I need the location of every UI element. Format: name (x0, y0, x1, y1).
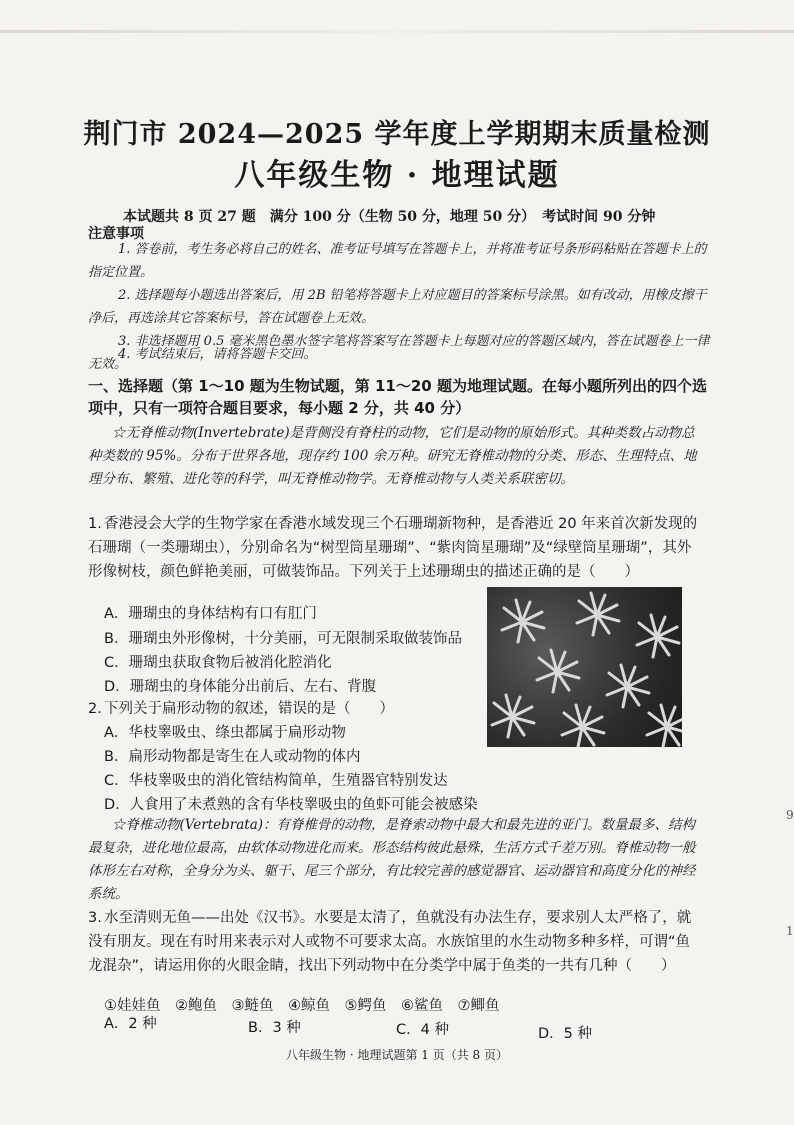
question-number: 1. (88, 516, 102, 532)
note-item: 1. 答卷前，考生务必将自己的姓名、准考证号填写在答题卡上，并将准考证号条形码粘贴在答题卡上的指定位置。 (88, 242, 707, 280)
option-a: A．华枝睾吸虫、绦虫都属于扁形动物 (104, 725, 346, 741)
note-item: 4. 考试结束后，请将答题卡交回。 (118, 347, 317, 362)
question-stem: 下列关于扁形动物的叙述，错误的是（ ） (104, 701, 394, 717)
option-c: C．华枝睾吸虫的消化管结构简单，生殖器官特别发达 (104, 773, 448, 789)
exam-subtitle: 八年级生物 · 地理试题 (234, 158, 560, 193)
option-b: B．3 种 (248, 1020, 301, 1036)
option-a: A．2 种 (104, 1016, 157, 1032)
option-b: B．扁形动物都是寄生在人或动物的体内 (104, 749, 361, 765)
question-stem: 水至清则无鱼——出处《汉书》。水要是太清了，鱼就没有办法生存，要求别人太严格了，就没有朋友。现在有时用来表示对人或物不可要求太高。水族馆里的水生动物多种多样，可谓“鱼龙混杂”，请运用你的火眼金睛，找出下列动物中在分类学中属于鱼类的一共有几种（ ） (88, 910, 692, 974)
option-c: C．4 种 (396, 1022, 449, 1038)
option-a: A．珊瑚虫的身体结构有口有肛门 (104, 606, 317, 622)
page-footer: 八年级生物 · 地理试题第 1 页（共 8 页） (286, 1048, 508, 1062)
question-1 (88, 512, 703, 584)
option-d: D．人食用了未煮熟的含有华枝睾吸虫的鱼虾可能会被感染 (104, 797, 478, 813)
option-c: C．珊瑚虫获取食物后被消化腔消化 (104, 655, 332, 671)
notes-heading: 注意事项 (88, 226, 144, 242)
option-b: B．珊瑚虫外形像树，十分美丽，可无限制采取做装饰品 (104, 631, 462, 647)
note-item: 2. 选择题每小题选出答案后，用 2B 铅笔将答题卡上对应题目的答案标号涂黑。如有改动，用橡皮擦干净后，再选涂其它答案标号，答在试题卷上无效。 (88, 288, 707, 326)
intro-vertebrate: ☆脊椎动物(Vertebrata)：有脊椎骨的动物，是脊索动物中最大和最先进的亚门。数量最多、结构最复杂，进化地位最高，由软体动物进化而来。形态结构彼此悬殊，生活方式千差万别。脊椎动物一般体形左右对称，全身分为头、躯干、尾三个部分，有比较完善的感觉器官、运动器官和高度分化的神经系统。 (88, 817, 696, 902)
coral-polyp-illustration (487, 587, 682, 747)
question-2 (88, 697, 703, 721)
margin-mark: 9 (786, 808, 794, 822)
exam-title: 荆门市 2024—2025 学年度上学期期末质量检测 (83, 119, 711, 150)
note-item: 3. 非选择题用 0.5 毫米黑色墨水签字笔将答案写在答题卡上每题对应的答题区域内，答在试题卷上一律无效。 (88, 334, 710, 372)
coral-photo (487, 587, 682, 747)
intro-invertebrate: ☆无脊椎动物(Invertebrate)是背侧没有脊柱的动物，它们是动物的原始形式。其种类数占动物总种类数的 95%。分布于世界各地，现存约 100 余万种。研究无脊椎动物的分类、形态、生理特点、地理分布、繁殖、进化等的科学，叫无脊椎动物学。无脊椎动物与人类关系联密切。 (88, 425, 697, 487)
question-number: 3. (88, 910, 102, 926)
scan-edge (0, 30, 794, 33)
section-heading: 一、选择题（第 1～10 题为生物试题，第 11～20 题为地理试题。在每小题所列出的四个选项中，只有一项符合题目要求，每小题 2 分，共 40 分） (88, 377, 707, 417)
option-d: D．珊瑚虫的身体能分出前后、左右、背腹 (104, 679, 377, 695)
exam-meta: 本试题共 8 页 27 题 满分 100 分（生物 50 分，地理 50 分） 考试时间 90 分钟 (123, 209, 656, 225)
question-stem: 香港浸会大学的生物学家在香港水域发现三个石珊瑚新物种，是香港近 20 年来首次新发现的石珊瑚（一类珊瑚虫），分别命名为“树型筒星珊瑚”、“紫肉筒星珊瑚”及“绿壁筒星珊瑚”，其外形像树枝，颜色鲜艳美丽，可做装饰品。下列关于上述珊瑚虫的描述正确的是（ ） (88, 516, 698, 580)
question-3 (88, 906, 703, 978)
question-number: 2. (88, 701, 102, 717)
margin-mark: 1 (786, 924, 794, 938)
option-d: D．5 种 (538, 1026, 592, 1042)
animal-list: ①娃娃鱼 ②鲍鱼 ③鲢鱼 ④鲸鱼 ⑤鳄鱼 ⑥鲨鱼 ⑦鲫鱼 (104, 998, 500, 1014)
